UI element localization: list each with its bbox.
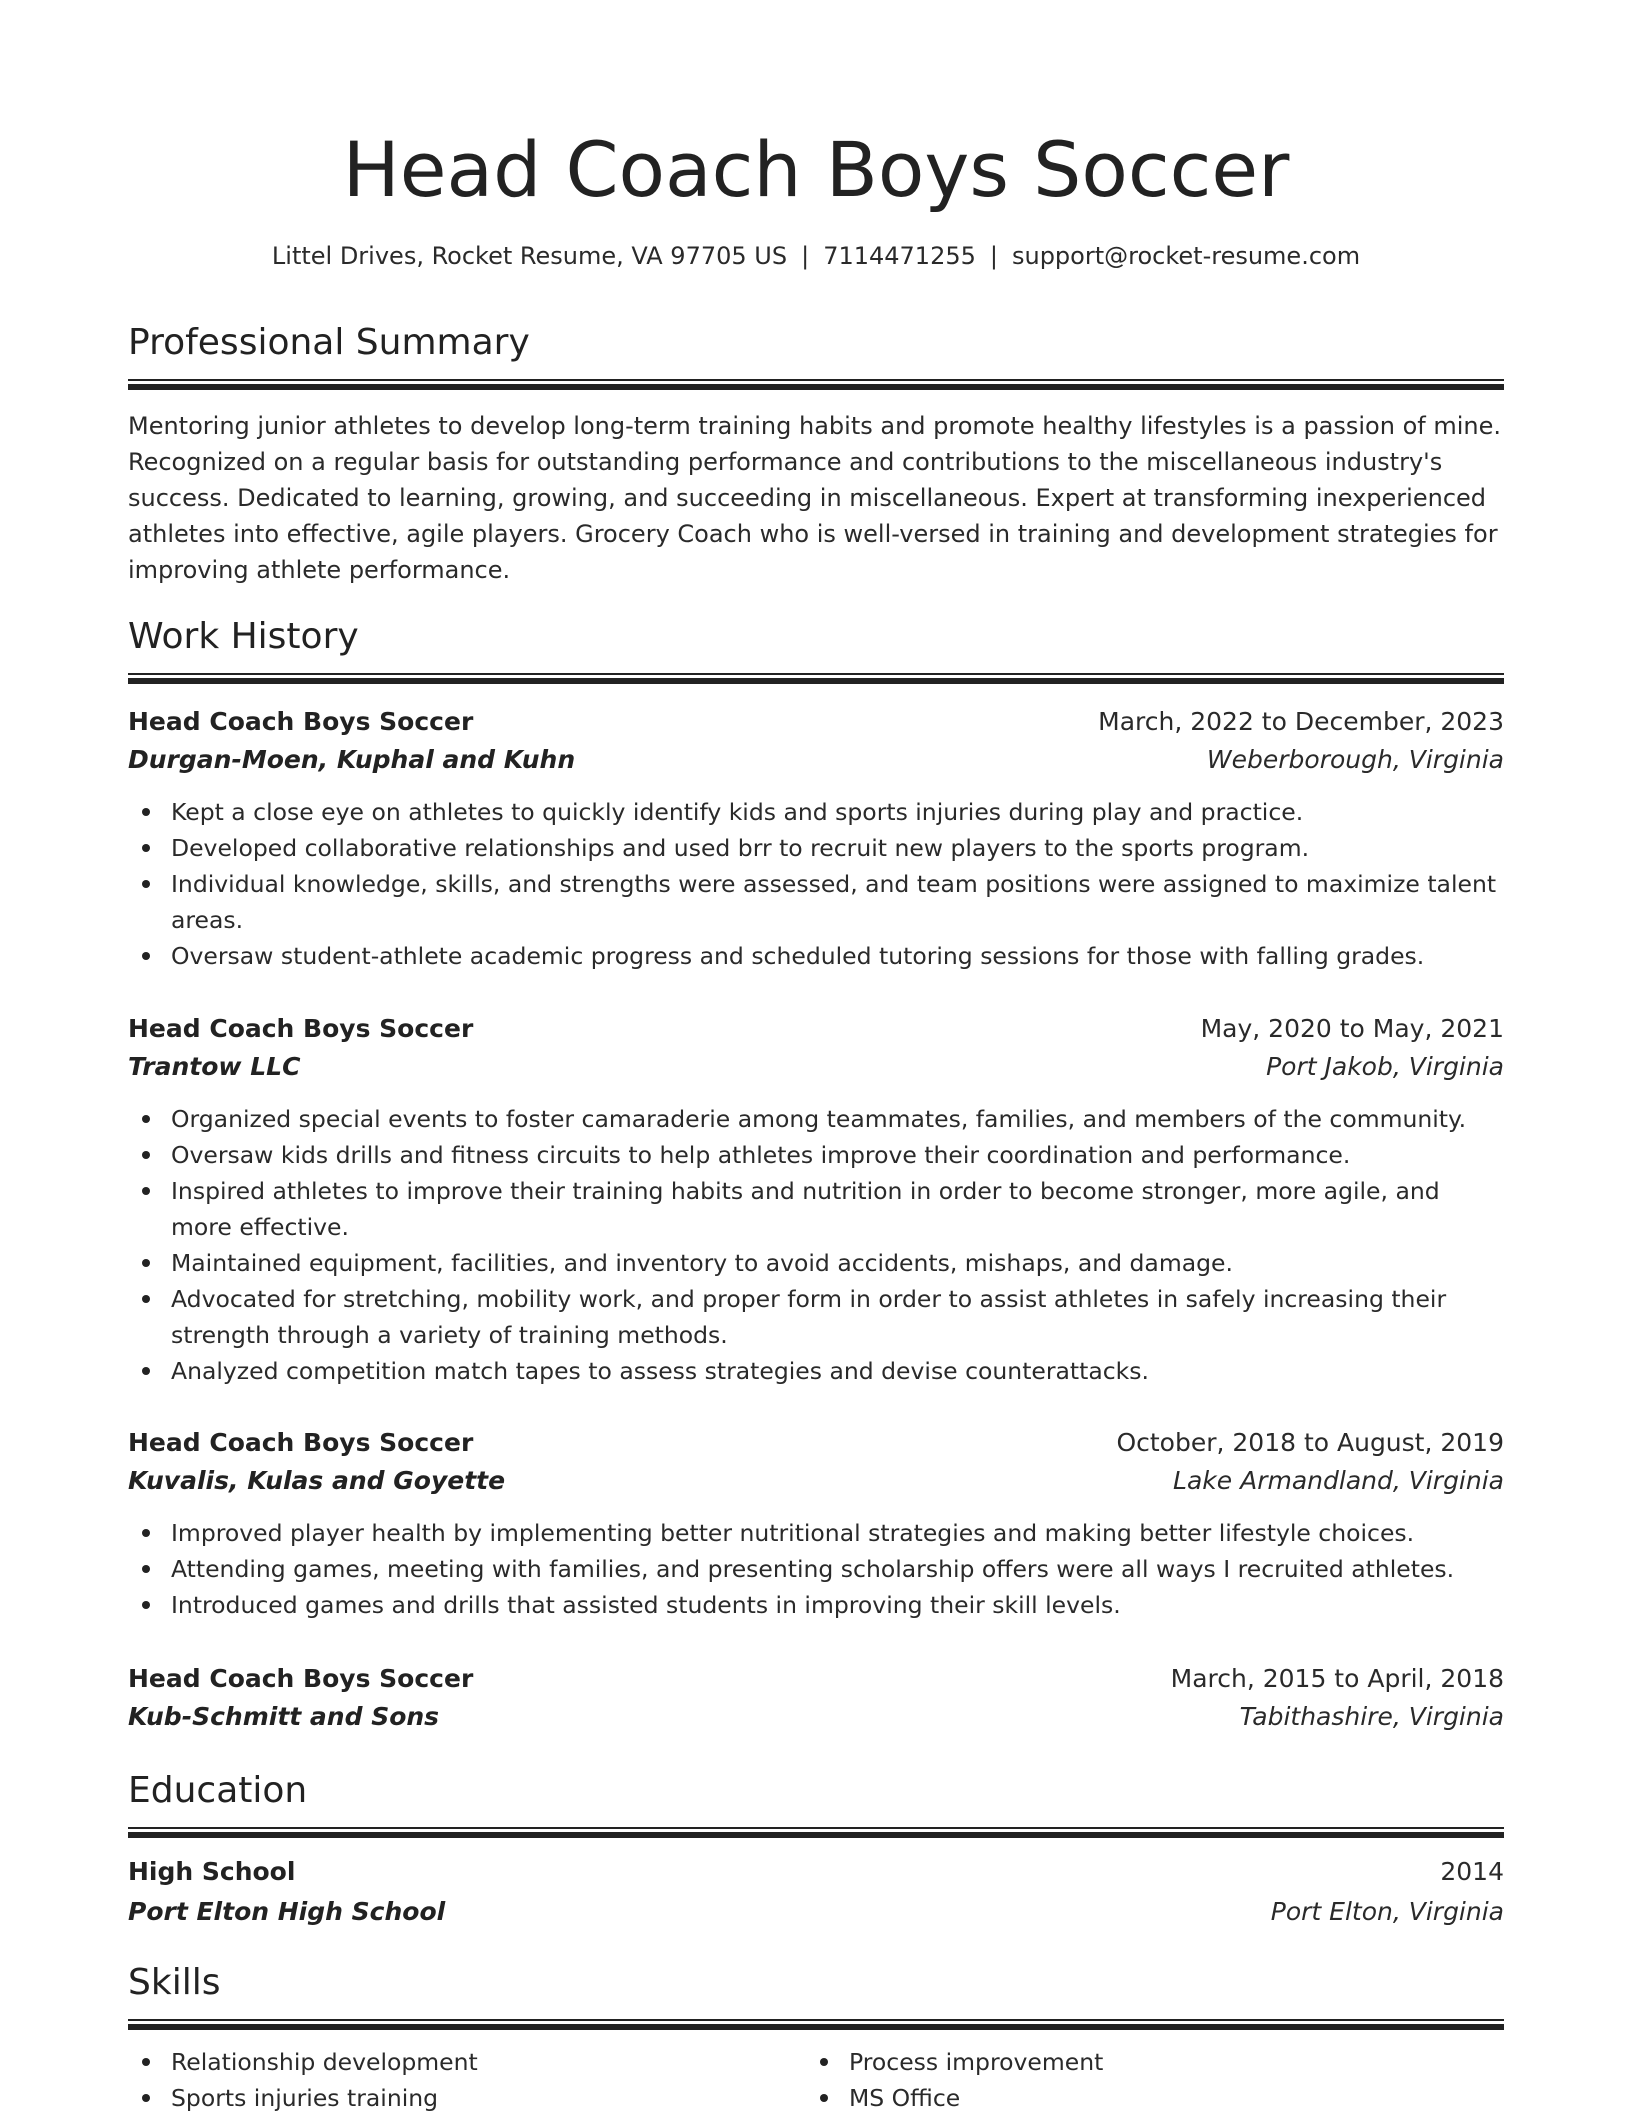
section-divider [128, 2019, 1504, 2030]
job-entry [128, 1424, 1504, 1623]
bullet-icon [142, 1259, 150, 1267]
school-name: Port Elton High School [128, 1897, 446, 1926]
job-title: Head Coach Boys Soccer [128, 1428, 474, 1457]
job-location: Weberborough, Virginia [1206, 745, 1504, 774]
job-location: Port Jakob, Virginia [1266, 1052, 1504, 1081]
job-bullets [128, 794, 1504, 974]
candidate-name: Head Coach Boys Soccer [342, 125, 1290, 214]
separator: | [801, 242, 810, 270]
bullet-icon [142, 1367, 150, 1375]
work-history-section [128, 612, 1504, 684]
bullet-icon [142, 1601, 150, 1609]
job-employer-row [128, 741, 1504, 779]
skills-list [128, 2044, 788, 2116]
email-link[interactable]: support@rocket-resume.com [1011, 242, 1361, 270]
job-company: Trantow LLC [128, 1052, 301, 1081]
contact-line [128, 239, 1504, 273]
job-header [128, 1010, 1504, 1048]
education-school-row [128, 1893, 1504, 1931]
bullet-icon [142, 1295, 150, 1303]
job-employer-row [128, 1048, 1504, 1086]
separator: | [989, 242, 998, 270]
job-bullets [128, 1515, 1504, 1623]
section-divider [128, 1827, 1504, 1838]
list-item: Inspired athletes to improve their training habits and nutrition in order to become stronger, more agile, and more effective. [128, 1173, 1504, 1245]
skills-column-left [128, 2044, 788, 2116]
bullet-icon [142, 808, 150, 816]
job-header [128, 703, 1504, 741]
list-item: Oversaw kids drills and fitness circuits to help athletes improve their coordination and performance. [128, 1137, 1504, 1173]
job-employer-row [128, 1698, 1504, 1736]
bullet-icon [820, 2094, 828, 2102]
job-bullets [128, 1101, 1504, 1389]
bullet-icon [142, 1187, 150, 1195]
job-company: Kuvalis, Kulas and Goyette [128, 1466, 506, 1495]
section-divider [128, 673, 1504, 684]
skills-list [806, 2044, 1466, 2116]
list-item: Maintained equipment, facilities, and inventory to avoid accidents, mishaps, and damage. [128, 1245, 1504, 1281]
job-dates: October, 2018 to August, 2019 [1116, 1428, 1504, 1457]
bullet-icon [820, 2058, 828, 2066]
bullet-icon [142, 1151, 150, 1159]
education-section [128, 1766, 1504, 1838]
bullet-icon [142, 1565, 150, 1573]
list-item: Organized special events to foster camaraderie among teammates, families, and members of the community. [128, 1101, 1504, 1137]
section-divider [128, 379, 1504, 390]
bullet-icon [142, 952, 150, 960]
list-item: Attending games, meeting with families, and presenting scholarship offers were all ways I recruited athletes. [128, 1551, 1504, 1587]
bullet-icon [142, 2094, 150, 2102]
section-title: Professional Summary [128, 322, 530, 363]
education-entry [128, 1853, 1504, 1931]
bullet-icon [142, 844, 150, 852]
list-item: Sports injuries training [128, 2080, 788, 2116]
list-item: Individual knowledge, skills, and strengths were assessed, and team positions were assigned to maximize talent areas. [128, 866, 1504, 938]
job-company: Durgan-Moen, Kuphal and Kuhn [128, 745, 576, 774]
list-item: Oversaw student-athlete academic progress and scheduled tutoring sessions for those with falling grades. [128, 938, 1504, 974]
bullet-icon [142, 1529, 150, 1537]
degree: High School [128, 1857, 296, 1886]
bullet-icon [142, 1115, 150, 1123]
job-location: Lake Armandland, Virginia [1173, 1466, 1504, 1495]
section-title: Work History [128, 616, 359, 657]
summary-text: Mentoring junior athletes to develop long-term training habits and promote healthy lifestyles is a passion of mine. Recognized on a regular basis for outstanding performance and contributions to the miscellaneous industry's success. Dedicated to learning, growing, and succeeding in miscellaneous. Expert at transforming inexperienced athletes into effective, agile players. Grocery Coach who is well-versed in training and development strategies for improving athlete performance. [128, 412, 1501, 584]
summary-section [128, 318, 1504, 390]
job-dates: May, 2020 to May, 2021 [1200, 1014, 1504, 1043]
list-item: Kept a close eye on athletes to quickly identify kids and sports injuries during play and practice. [128, 794, 1504, 830]
job-header [128, 1660, 1504, 1698]
list-item: Improved player health by implementing better nutritional strategies and making better lifestyle choices. [128, 1515, 1504, 1551]
job-company: Kub-Schmitt and Sons [128, 1702, 440, 1731]
section-title: Skills [128, 1962, 221, 2003]
list-item: Advocated for stretching, mobility work, and proper form in order to assist athletes in safely increasing their strength through a variety of training methods. [128, 1281, 1504, 1353]
job-entry [128, 703, 1504, 974]
job-location: Tabithashire, Virginia [1239, 1702, 1504, 1731]
address: Littel Drives, Rocket Resume, VA 97705 US [271, 242, 788, 270]
job-title: Head Coach Boys Soccer [128, 707, 474, 736]
list-item: Introduced games and drills that assisted students in improving their skill levels. [128, 1587, 1504, 1623]
job-dates: March, 2022 to December, 2023 [1098, 707, 1504, 736]
job-dates: March, 2015 to April, 2018 [1170, 1664, 1504, 1693]
job-title: Head Coach Boys Soccer [128, 1664, 474, 1693]
job-employer-row [128, 1462, 1504, 1500]
job-entry [128, 1660, 1504, 1736]
job-title: Head Coach Boys Soccer [128, 1014, 474, 1043]
phone: 7114471255 [823, 242, 976, 270]
job-header [128, 1424, 1504, 1462]
section-title: Education [128, 1770, 308, 1811]
education-header [128, 1853, 1504, 1891]
bullet-icon [142, 2058, 150, 2066]
skills-section [128, 1958, 1504, 2030]
list-item: MS Office [806, 2080, 1466, 2116]
skills-column-right [806, 2044, 1466, 2116]
graduation-year: 2014 [1440, 1857, 1504, 1886]
bullet-icon [142, 880, 150, 888]
school-location: Port Elton, Virginia [1270, 1897, 1504, 1926]
list-item: Relationship development [128, 2044, 788, 2080]
list-item: Developed collaborative relationships and used brr to recruit new players to the sports program. [128, 830, 1504, 866]
list-item: Process improvement [806, 2044, 1466, 2080]
list-item: Analyzed competition match tapes to assess strategies and devise counterattacks. [128, 1353, 1504, 1389]
job-entry [128, 1010, 1504, 1389]
